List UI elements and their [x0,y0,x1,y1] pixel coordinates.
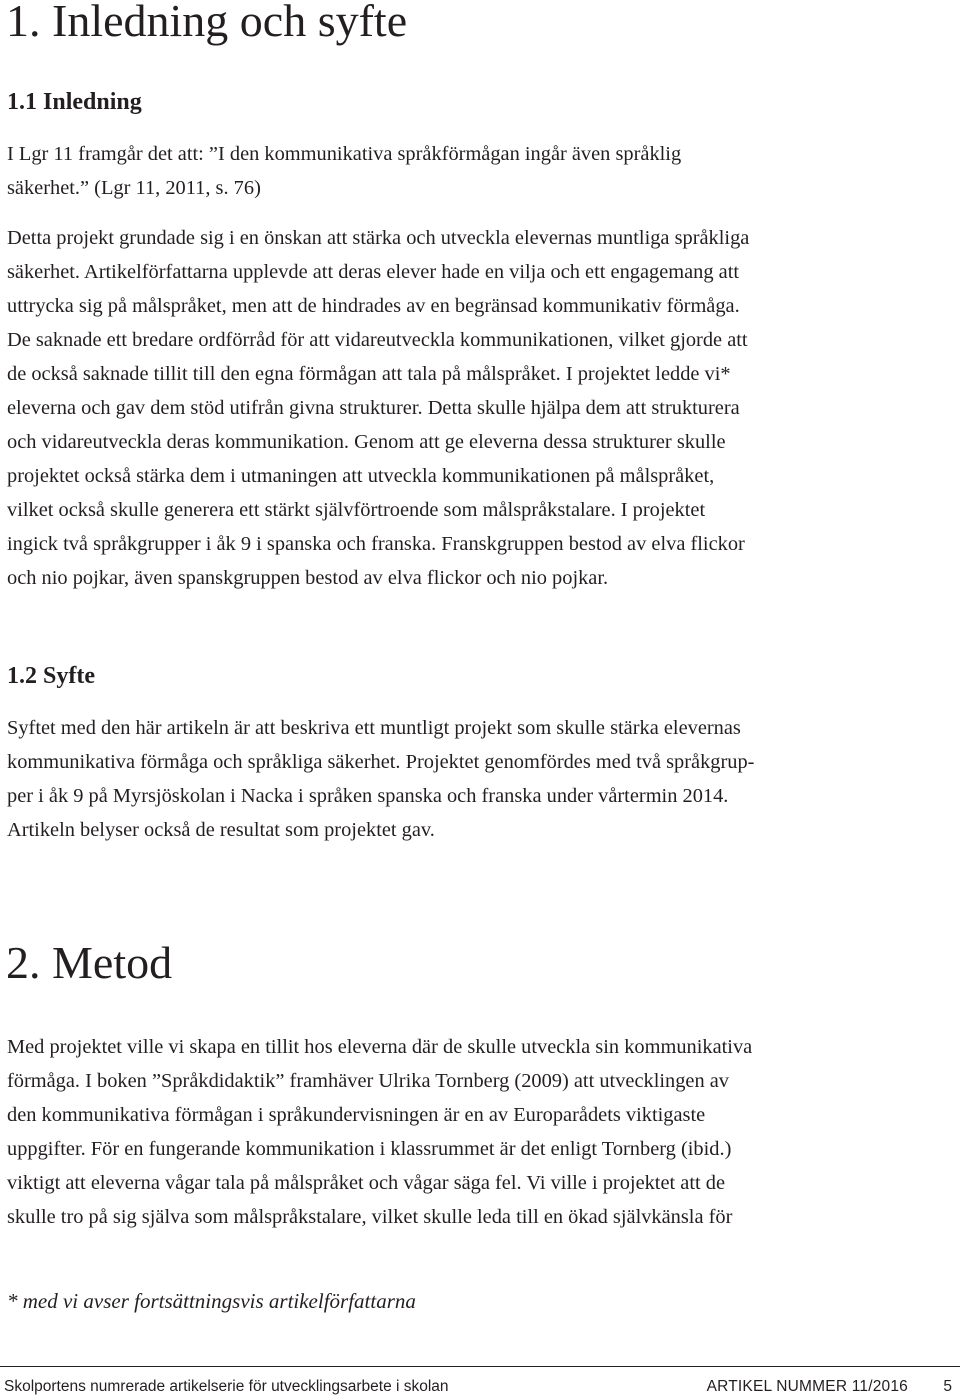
text-line: Syftet med den här artikeln är att beskriva ett muntligt projekt som skulle stärka elevernas [7,717,741,739]
text-line: och vidareutveckla deras kommunikation. Genom att ge eleverna dessa strukturer skulle [7,431,726,453]
text-line: förmåga. I boken ”Språkdidaktik” framhäver Ulrika Tornberg (2009) att utvecklingen av [7,1070,730,1092]
text-line: projektet också stärka dem i utmaningen att utveckla kommunikationen på målspråket, [7,465,715,487]
text-line: kommunikativa förmåga och språkliga säkerhet. Projektet genomfördes med två språkgrup- [7,751,755,773]
intro-body-paragraph [7,221,867,595]
section-2-heading: 2. Metod [6,937,173,988]
text-line: vilket också skulle generera ett stärkt självförtroende som målspråkstalare. I projektet [7,499,706,521]
footnote: * med vi avser fortsättningsvis artikelförfattarna [7,1289,416,1313]
text-line: uppgifter. För en fungerande kommunikation i klassrummet är det enligt Tornberg (ibid.) [7,1138,732,1160]
text-line: säkerhet. Artikelförfattarna upplevde att deras elever hade en vilja och ett engagemang att [7,261,740,283]
text-line: uttrycka sig på målspråket, men att de hindrades av en begränsad kommunikativ förmåga. [7,295,740,317]
subsection-1-2-heading: 1.2 Syfte [7,663,95,689]
text-line: Artikeln belyser också de resultat som projektet gav. [7,819,435,841]
text-line: de också saknade tillit till den egna förmågan att tala på målspråket. I projektet ledde vi* [7,363,731,385]
footer-divider [0,1366,960,1367]
text-line: viktigt att eleverna vågar tala på målspråket och vågar säga fel. Vi ville i projektet att de [7,1172,726,1194]
text-line: Med projektet ville vi skapa en tillit hos eleverna där de skulle utveckla sin kommunikativa [7,1036,753,1058]
footer-series-title: Skolportens numrerade artikelserie för utvecklingsarbete i skolan [4,1378,449,1395]
text-line: ingick två språkgrupper i åk 9 i spanska och franska. Franskgruppen bestod av elva flickor [7,533,745,555]
text-line: De saknade ett bredare ordförråd för att vidareutveckla kommunikationen, vilket gjorde att [7,329,748,351]
text-line: eleverna och gav dem stöd utifrån givna strukturer. Detta skulle hjälpa dem att strukturera [7,397,740,419]
text-line: per i åk 9 på Myrsjöskolan i Nacka i språken spanska och franska under vårtermin 2014. [7,785,729,807]
footer-article-number: ARTIKEL NUMMER 11/2016 [706,1378,908,1395]
text-line: I Lgr 11 framgår det att: ”I den kommunikativa språkförmågan ingår även språklig [7,143,682,165]
text-line: säkerhet.” (Lgr 11, 2011, s. 76) [7,177,261,199]
page-number: 5 [943,1378,952,1395]
subsection-1-1-heading: 1.1 Inledning [7,89,142,115]
method-paragraph [7,1030,867,1234]
text-line: och nio pojkar, även spanskgruppen bestod av elva flickor och nio pojkar. [7,567,609,589]
page-footer [0,1376,960,1398]
text-line: skulle tro på sig själva som målspråkstalare, vilket skulle leda till en ökad självkänsla för [7,1206,733,1228]
text-line: Detta projekt grundade sig i en önskan att stärka och utveckla elevernas muntliga språkliga [7,227,750,249]
text-line: den kommunikativa förmågan i språkundervisningen är en av Europarådets viktigaste [7,1104,706,1126]
section-1-heading: 1. Inledning och syfte [6,0,408,46]
purpose-paragraph [7,711,867,847]
intro-quote-paragraph [7,137,867,205]
